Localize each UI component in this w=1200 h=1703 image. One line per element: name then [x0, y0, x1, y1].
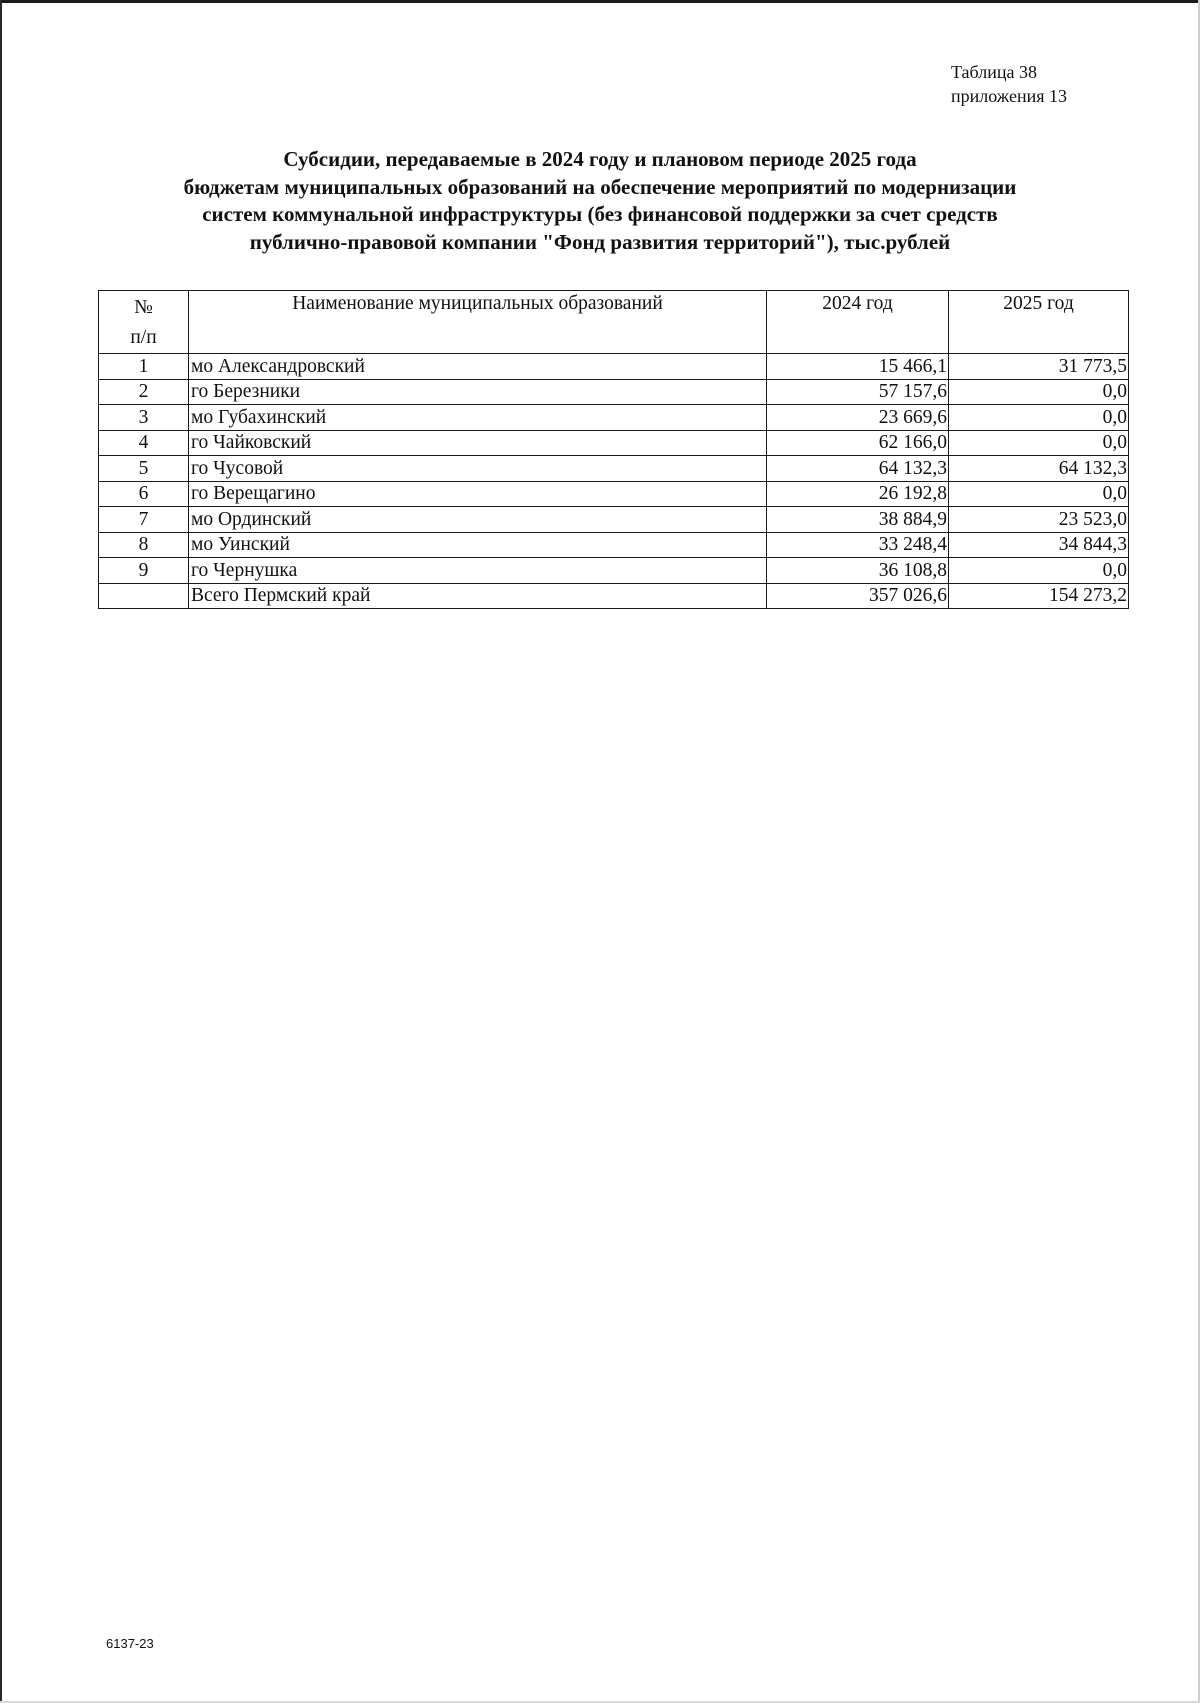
row-number: 4 [99, 430, 189, 456]
table-caption [951, 60, 1067, 108]
table-row [99, 456, 1129, 482]
row-number: 6 [99, 481, 189, 507]
table-row [99, 532, 1129, 558]
row-number: 1 [99, 354, 189, 380]
municipality-name: го Чусовой [189, 456, 767, 482]
title-line-2: бюджетам муниципальных образований на обеспечение мероприятий по модернизации [183, 174, 1017, 199]
table-row [99, 430, 1129, 456]
municipality-name: го Верещагино [189, 481, 767, 507]
header-number [99, 291, 189, 354]
municipality-name: мо Губахинский [189, 405, 767, 431]
municipality-name: мо Александровский [189, 354, 767, 380]
municipality-name: го Березники [189, 379, 767, 405]
title-line-4: публично-правовой компании "Фонд развития территорий"), тыс.рублей [249, 229, 951, 254]
total-row-number [99, 583, 189, 609]
amount-2025: 64 132,3 [949, 456, 1129, 482]
header-year-2024: 2024 год [767, 291, 949, 354]
scan-top-edge [0, 0, 1200, 3]
header-number-symbol: № [134, 297, 153, 318]
amount-2025: 0,0 [949, 430, 1129, 456]
amount-2024: 26 192,8 [767, 481, 949, 507]
table-row [99, 558, 1129, 584]
header-number-abbrev: п/п [130, 327, 157, 348]
amount-2024: 23 669,6 [767, 405, 949, 431]
total-label: Всего Пермский край [189, 583, 767, 609]
amount-2025: 0,0 [949, 558, 1129, 584]
row-number: 2 [99, 379, 189, 405]
municipality-name: мо Уинский [189, 532, 767, 558]
document-title [100, 146, 1100, 256]
appendix-number-label: приложения 13 [951, 86, 1068, 106]
amount-2025: 0,0 [949, 481, 1129, 507]
row-number: 5 [99, 456, 189, 482]
amount-2025: 0,0 [949, 405, 1129, 431]
title-line-1: Субсидии, передаваемые в 2024 году и плановом периоде 2025 года [283, 147, 917, 171]
amount-2025: 23 523,0 [949, 507, 1129, 533]
header-year-2025: 2025 год [949, 291, 1129, 354]
table-row [99, 379, 1129, 405]
document-code: 6137-23 [106, 1636, 154, 1651]
header-municipality-name: Наименование муниципальных образований [189, 291, 767, 354]
amount-2024: 62 166,0 [767, 430, 949, 456]
row-number: 3 [99, 405, 189, 431]
amount-2024: 15 466,1 [767, 354, 949, 380]
table-total-row [99, 583, 1129, 609]
title-line-3: систем коммунальной инфраструктуры (без финансовой поддержки за счет средств [202, 202, 998, 226]
amount-2025: 34 844,3 [949, 532, 1129, 558]
amount-2024: 38 884,9 [767, 507, 949, 533]
subsidies-table [98, 290, 1129, 609]
amount-2025: 31 773,5 [949, 354, 1129, 380]
table-row [99, 507, 1129, 533]
row-number: 8 [99, 532, 189, 558]
total-amount-2024: 357 026,6 [767, 583, 949, 609]
row-number: 9 [99, 558, 189, 584]
amount-2025: 0,0 [949, 379, 1129, 405]
scan-left-edge [0, 0, 2, 1703]
total-amount-2025: 154 273,2 [949, 583, 1129, 609]
table-number-label: Таблица 38 [951, 62, 1037, 82]
amount-2024: 36 108,8 [767, 558, 949, 584]
table-row [99, 354, 1129, 380]
municipality-name: го Чернушка [189, 558, 767, 584]
table-row [99, 481, 1129, 507]
amount-2024: 64 132,3 [767, 456, 949, 482]
municipality-name: мо Ординский [189, 507, 767, 533]
amount-2024: 57 157,6 [767, 379, 949, 405]
row-number: 7 [99, 507, 189, 533]
table-header-row [99, 291, 1129, 354]
table-row [99, 405, 1129, 431]
municipality-name: го Чайковский [189, 430, 767, 456]
amount-2024: 33 248,4 [767, 532, 949, 558]
